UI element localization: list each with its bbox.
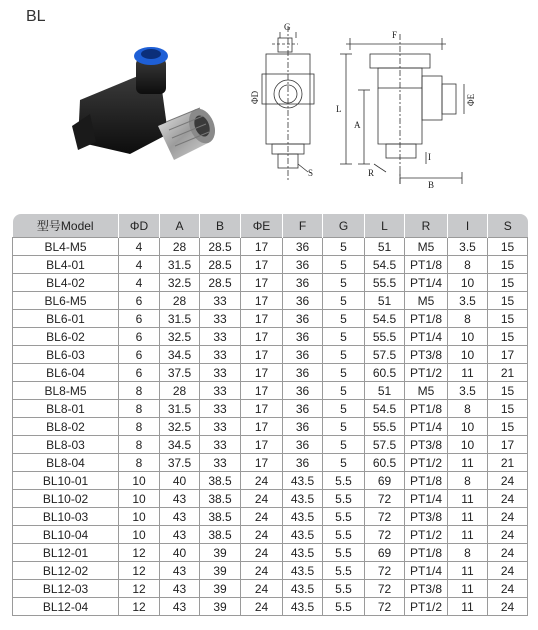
table-cell: BL8-03 xyxy=(13,436,119,454)
table-cell: PT1/4 xyxy=(405,418,448,436)
table-cell: BL6-02 xyxy=(13,328,119,346)
label-a: A xyxy=(354,120,361,130)
table-cell: 38.5 xyxy=(200,526,241,544)
table-cell: 39 xyxy=(200,562,241,580)
table-cell: PT1/8 xyxy=(405,310,448,328)
table-cell: 5.5 xyxy=(323,562,365,580)
table-cell: BL4-01 xyxy=(13,256,119,274)
table-cell: 28.5 xyxy=(200,256,241,274)
table-cell: 5 xyxy=(323,310,365,328)
table-cell: 17 xyxy=(241,364,283,382)
table-cell: 43 xyxy=(160,598,200,616)
table-cell: 15 xyxy=(488,274,528,292)
table-cell: 43.5 xyxy=(283,508,323,526)
table-cell: 24 xyxy=(488,490,528,508)
spec-table-wrap xyxy=(12,214,527,616)
table-cell: 8 xyxy=(448,256,488,274)
table-cell: 4 xyxy=(119,256,160,274)
table-cell: 36 xyxy=(283,436,323,454)
header-r: R xyxy=(405,214,448,238)
table-cell: 21 xyxy=(488,364,528,382)
table-row xyxy=(13,256,528,274)
table-cell: 36 xyxy=(283,400,323,418)
table-cell: PT3/8 xyxy=(405,436,448,454)
table-cell: M5 xyxy=(405,382,448,400)
table-cell: 12 xyxy=(119,580,160,598)
table-cell: 36 xyxy=(283,418,323,436)
table-cell: 36 xyxy=(283,382,323,400)
table-cell: 33 xyxy=(200,346,241,364)
table-cell: 55.5 xyxy=(365,274,405,292)
table-cell: 5.5 xyxy=(323,472,365,490)
table-cell: 33 xyxy=(200,310,241,328)
table-cell: 12 xyxy=(119,598,160,616)
header-g: G xyxy=(323,214,365,238)
header-l: L xyxy=(365,214,405,238)
label-r: R xyxy=(368,168,375,178)
table-cell: 34.5 xyxy=(160,346,200,364)
table-cell: 72 xyxy=(365,562,405,580)
table-cell: BL12-02 xyxy=(13,562,119,580)
table-cell: 10 xyxy=(448,274,488,292)
header-s: S xyxy=(488,214,528,238)
table-cell: BL10-01 xyxy=(13,472,119,490)
table-cell: 8 xyxy=(448,544,488,562)
table-cell: 15 xyxy=(488,328,528,346)
table-cell: 69 xyxy=(365,472,405,490)
table-cell: M5 xyxy=(405,292,448,310)
spec-table-body xyxy=(13,238,528,616)
table-row xyxy=(13,346,528,364)
table-cell: 43 xyxy=(160,562,200,580)
table-cell: 5 xyxy=(323,274,365,292)
table-cell: 8 xyxy=(119,418,160,436)
table-cell: M5 xyxy=(405,238,448,256)
table-cell: BL12-04 xyxy=(13,598,119,616)
table-cell: 72 xyxy=(365,580,405,598)
table-cell: 32.5 xyxy=(160,274,200,292)
table-cell: 43.5 xyxy=(283,598,323,616)
table-cell: 15 xyxy=(488,238,528,256)
table-cell: 3.5 xyxy=(448,382,488,400)
table-cell: PT1/2 xyxy=(405,454,448,472)
table-cell: BL6-04 xyxy=(13,364,119,382)
table-cell: 3.5 xyxy=(448,238,488,256)
table-cell: 24 xyxy=(488,508,528,526)
table-cell: 36 xyxy=(283,328,323,346)
table-cell: 24 xyxy=(241,490,283,508)
table-cell: PT1/2 xyxy=(405,364,448,382)
table-cell: 15 xyxy=(488,400,528,418)
table-cell: 43.5 xyxy=(283,490,323,508)
header-d: ΦD xyxy=(119,214,160,238)
table-cell: 33 xyxy=(200,382,241,400)
label-b: B xyxy=(428,180,435,190)
table-cell: 3.5 xyxy=(448,292,488,310)
table-cell: PT1/2 xyxy=(405,598,448,616)
table-row xyxy=(13,400,528,418)
table-cell: 54.5 xyxy=(365,310,405,328)
table-cell: 17 xyxy=(241,382,283,400)
table-cell: 15 xyxy=(488,292,528,310)
table-cell: 6 xyxy=(119,328,160,346)
table-row xyxy=(13,382,528,400)
table-cell: 51 xyxy=(365,292,405,310)
table-cell: 36 xyxy=(283,256,323,274)
table-cell: BL4-M5 xyxy=(13,238,119,256)
table-cell: 5 xyxy=(323,418,365,436)
table-cell: 17 xyxy=(241,238,283,256)
table-cell: 24 xyxy=(488,562,528,580)
table-cell: BL10-04 xyxy=(13,526,119,544)
table-cell: 24 xyxy=(241,508,283,526)
table-cell: 24 xyxy=(488,544,528,562)
table-cell: 24 xyxy=(488,598,528,616)
table-cell: 43.5 xyxy=(283,562,323,580)
table-row xyxy=(13,292,528,310)
table-cell: BL8-01 xyxy=(13,400,119,418)
table-cell: 6 xyxy=(119,364,160,382)
table-cell: PT1/2 xyxy=(405,526,448,544)
table-cell: 8 xyxy=(448,472,488,490)
label-s: S xyxy=(308,168,314,178)
table-cell: 11 xyxy=(448,526,488,544)
table-cell: 33 xyxy=(200,400,241,418)
table-cell: 21 xyxy=(488,454,528,472)
table-cell: 43.5 xyxy=(283,526,323,544)
table-cell: 24 xyxy=(488,472,528,490)
header-model: 型号Model xyxy=(13,214,119,238)
table-cell: 55.5 xyxy=(365,328,405,346)
table-cell: 43.5 xyxy=(283,472,323,490)
table-cell: 28 xyxy=(160,238,200,256)
table-cell: BL10-03 xyxy=(13,508,119,526)
table-cell: 28 xyxy=(160,292,200,310)
table-cell: 17 xyxy=(241,454,283,472)
table-cell: 40 xyxy=(160,472,200,490)
table-cell: 17 xyxy=(241,274,283,292)
table-cell: 6 xyxy=(119,310,160,328)
label-i: I xyxy=(428,152,431,162)
table-cell: 24 xyxy=(241,580,283,598)
table-cell: BL12-01 xyxy=(13,544,119,562)
table-cell: PT3/8 xyxy=(405,346,448,364)
header-a: A xyxy=(160,214,200,238)
table-cell: 38.5 xyxy=(200,490,241,508)
table-cell: PT1/8 xyxy=(405,472,448,490)
table-cell: 5 xyxy=(323,328,365,346)
table-cell: 57.5 xyxy=(365,346,405,364)
table-cell: 24 xyxy=(241,598,283,616)
table-cell: PT1/4 xyxy=(405,274,448,292)
table-cell: 8 xyxy=(119,436,160,454)
table-cell: 10 xyxy=(119,508,160,526)
table-row xyxy=(13,418,528,436)
table-cell: 17 xyxy=(488,346,528,364)
table-cell: 24 xyxy=(241,562,283,580)
table-cell: 17 xyxy=(241,436,283,454)
spec-table xyxy=(12,214,528,616)
table-cell: 5 xyxy=(323,400,365,418)
table-cell: 10 xyxy=(448,418,488,436)
table-cell: 36 xyxy=(283,454,323,472)
table-cell: 8 xyxy=(448,400,488,418)
header-e: ΦE xyxy=(241,214,283,238)
table-cell: 32.5 xyxy=(160,328,200,346)
table-row xyxy=(13,454,528,472)
table-cell: 10 xyxy=(448,346,488,364)
table-cell: BL6-03 xyxy=(13,346,119,364)
table-cell: 43.5 xyxy=(283,580,323,598)
table-cell: 51 xyxy=(365,238,405,256)
table-cell: PT1/4 xyxy=(405,328,448,346)
table-row xyxy=(13,238,528,256)
table-cell: 5 xyxy=(323,238,365,256)
table-cell: 43 xyxy=(160,526,200,544)
table-cell: 72 xyxy=(365,598,405,616)
table-cell: BL8-04 xyxy=(13,454,119,472)
table-cell: BL8-02 xyxy=(13,418,119,436)
table-cell: 5 xyxy=(323,346,365,364)
table-cell: 51 xyxy=(365,382,405,400)
table-row xyxy=(13,580,528,598)
table-cell: PT1/8 xyxy=(405,256,448,274)
table-row xyxy=(13,310,528,328)
table-cell: 17 xyxy=(241,400,283,418)
table-cell: 17 xyxy=(241,292,283,310)
table-cell: 17 xyxy=(241,346,283,364)
table-cell: 36 xyxy=(283,364,323,382)
table-cell: PT3/8 xyxy=(405,508,448,526)
table-cell: 11 xyxy=(448,508,488,526)
table-cell: 36 xyxy=(283,274,323,292)
table-cell: 5 xyxy=(323,436,365,454)
table-cell: 5 xyxy=(323,382,365,400)
table-cell: 10 xyxy=(448,436,488,454)
table-cell: 40 xyxy=(160,544,200,562)
table-cell: 5 xyxy=(323,256,365,274)
table-cell: PT1/4 xyxy=(405,490,448,508)
table-cell: 24 xyxy=(241,544,283,562)
header-f: F xyxy=(283,214,323,238)
table-cell: 17 xyxy=(241,310,283,328)
table-cell: 4 xyxy=(119,274,160,292)
table-cell: 24 xyxy=(241,472,283,490)
table-cell: BL6-01 xyxy=(13,310,119,328)
table-cell: 31.5 xyxy=(160,256,200,274)
table-cell: 28 xyxy=(160,382,200,400)
table-cell: 8 xyxy=(448,310,488,328)
table-cell: 11 xyxy=(448,364,488,382)
table-row xyxy=(13,544,528,562)
table-header-row xyxy=(13,214,528,238)
table-cell: PT1/8 xyxy=(405,400,448,418)
table-cell: 32.5 xyxy=(160,418,200,436)
table-cell: 8 xyxy=(119,382,160,400)
table-row xyxy=(13,598,528,616)
table-cell: BL12-03 xyxy=(13,580,119,598)
table-cell: 43 xyxy=(160,580,200,598)
table-cell: 5.5 xyxy=(323,580,365,598)
table-cell: 11 xyxy=(448,490,488,508)
table-cell: BL8-M5 xyxy=(13,382,119,400)
table-cell: 28.5 xyxy=(200,238,241,256)
table-cell: 10 xyxy=(448,328,488,346)
table-cell: BL4-02 xyxy=(13,274,119,292)
table-cell: 39 xyxy=(200,580,241,598)
table-cell: 12 xyxy=(119,562,160,580)
table-cell: 33 xyxy=(200,364,241,382)
table-cell: 34.5 xyxy=(160,436,200,454)
table-cell: 33 xyxy=(200,418,241,436)
label-e: ΦE xyxy=(466,93,476,106)
table-cell: PT1/8 xyxy=(405,544,448,562)
table-cell: 15 xyxy=(488,382,528,400)
table-cell: 39 xyxy=(200,598,241,616)
table-row xyxy=(13,274,528,292)
table-cell: 6 xyxy=(119,292,160,310)
table-cell: 54.5 xyxy=(365,256,405,274)
table-cell: 12 xyxy=(119,544,160,562)
table-cell: 38.5 xyxy=(200,508,241,526)
table-row xyxy=(13,472,528,490)
table-cell: 37.5 xyxy=(160,454,200,472)
table-cell: 17 xyxy=(241,256,283,274)
table-cell: 36 xyxy=(283,310,323,328)
table-row xyxy=(13,328,528,346)
table-cell: 33 xyxy=(200,328,241,346)
table-cell: 72 xyxy=(365,508,405,526)
table-cell: 5 xyxy=(323,454,365,472)
table-cell: 43 xyxy=(160,490,200,508)
table-cell: 24 xyxy=(241,526,283,544)
table-cell: 10 xyxy=(119,472,160,490)
table-cell: 15 xyxy=(488,256,528,274)
table-cell: 31.5 xyxy=(160,400,200,418)
label-g: G xyxy=(284,22,291,32)
table-cell: 11 xyxy=(448,454,488,472)
table-row xyxy=(13,508,528,526)
table-cell: 17 xyxy=(241,418,283,436)
table-cell: PT1/4 xyxy=(405,562,448,580)
table-cell: 5 xyxy=(323,292,365,310)
table-row xyxy=(13,436,528,454)
table-cell: 33 xyxy=(200,436,241,454)
table-cell: 5.5 xyxy=(323,526,365,544)
table-cell: 57.5 xyxy=(365,436,405,454)
table-cell: 36 xyxy=(283,346,323,364)
table-cell: 39 xyxy=(200,544,241,562)
table-cell: 38.5 xyxy=(200,472,241,490)
technical-drawing xyxy=(250,14,530,190)
product-photo xyxy=(50,38,230,188)
label-l: L xyxy=(336,104,342,114)
table-cell: 24 xyxy=(488,580,528,598)
table-cell: 10 xyxy=(119,490,160,508)
table-cell: BL6-M5 xyxy=(13,292,119,310)
table-cell: 5.5 xyxy=(323,508,365,526)
header-b: B xyxy=(200,214,241,238)
table-cell: 5.5 xyxy=(323,598,365,616)
table-cell: 11 xyxy=(448,580,488,598)
table-cell: 36 xyxy=(283,238,323,256)
table-row xyxy=(13,562,528,580)
table-cell: 5.5 xyxy=(323,490,365,508)
table-cell: 72 xyxy=(365,490,405,508)
table-cell: 24 xyxy=(488,526,528,544)
table-cell: 72 xyxy=(365,526,405,544)
table-cell: 4 xyxy=(119,238,160,256)
table-cell: 60.5 xyxy=(365,454,405,472)
table-cell: 55.5 xyxy=(365,418,405,436)
table-cell: 69 xyxy=(365,544,405,562)
table-cell: 6 xyxy=(119,346,160,364)
table-cell: BL10-02 xyxy=(13,490,119,508)
table-cell: 54.5 xyxy=(365,400,405,418)
table-cell: 8 xyxy=(119,454,160,472)
table-cell: 43.5 xyxy=(283,544,323,562)
label-f: F xyxy=(392,30,398,40)
table-cell: 11 xyxy=(448,598,488,616)
table-cell: 17 xyxy=(488,436,528,454)
table-cell: 15 xyxy=(488,418,528,436)
table-cell: 37.5 xyxy=(160,364,200,382)
table-row xyxy=(13,364,528,382)
table-cell: 10 xyxy=(119,526,160,544)
table-cell: 33 xyxy=(200,454,241,472)
table-cell: 33 xyxy=(200,292,241,310)
label-d: ΦD xyxy=(250,90,260,104)
header-i: I xyxy=(448,214,488,238)
table-cell: 5 xyxy=(323,364,365,382)
table-cell: 60.5 xyxy=(365,364,405,382)
series-title: BL xyxy=(26,8,46,25)
table-row xyxy=(13,490,528,508)
table-cell: 43 xyxy=(160,508,200,526)
table-cell: 17 xyxy=(241,328,283,346)
table-cell: PT3/8 xyxy=(405,580,448,598)
table-cell: 15 xyxy=(488,310,528,328)
table-cell: 5.5 xyxy=(323,544,365,562)
table-cell: 11 xyxy=(448,562,488,580)
table-cell: 8 xyxy=(119,400,160,418)
table-cell: 36 xyxy=(283,292,323,310)
table-row xyxy=(13,526,528,544)
table-cell: 31.5 xyxy=(160,310,200,328)
table-cell: 28.5 xyxy=(200,274,241,292)
